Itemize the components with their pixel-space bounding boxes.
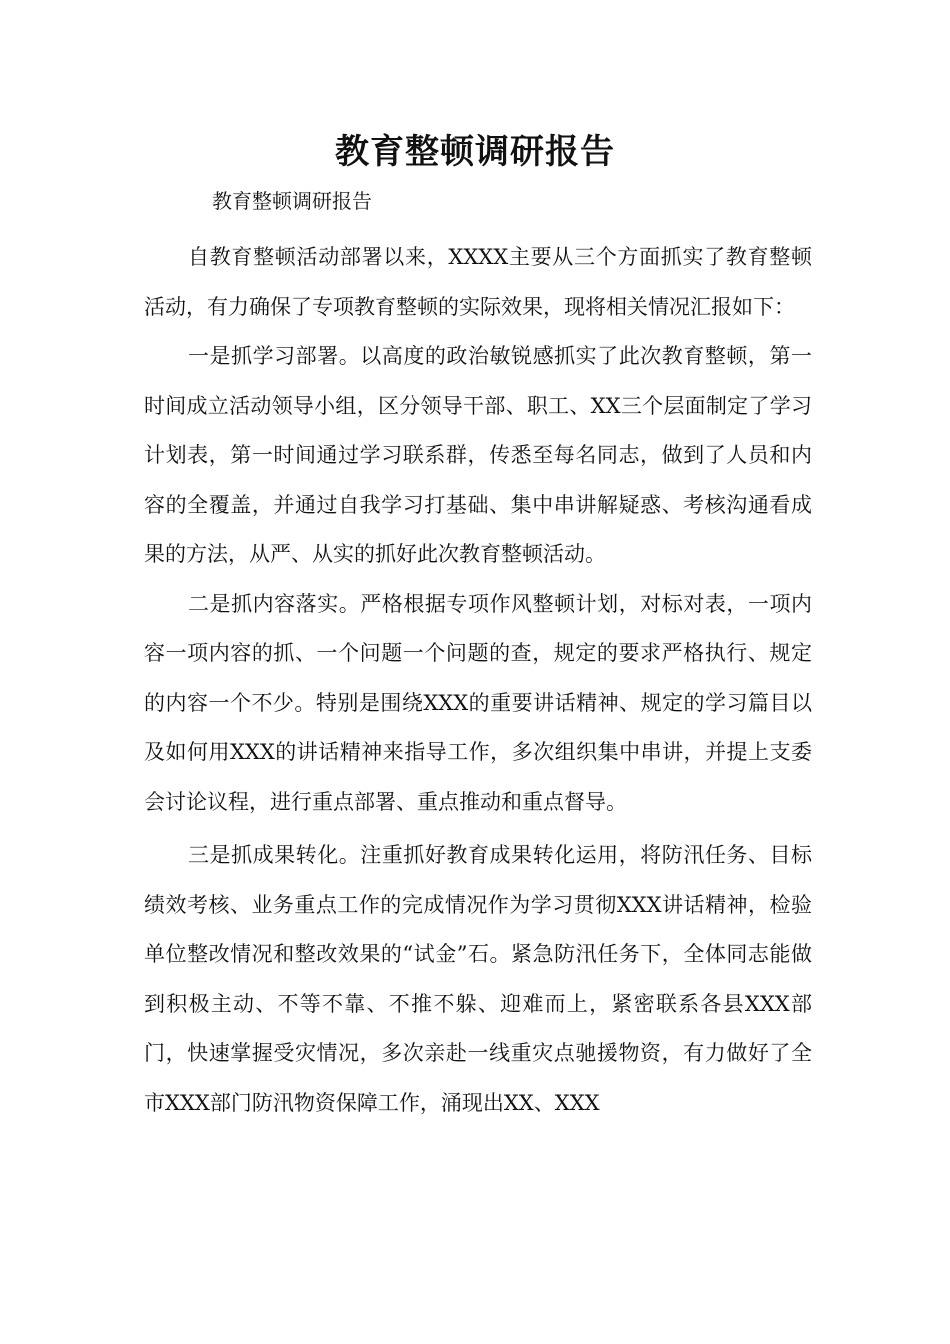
paragraph-study-deployment: 一是抓学习部署。以高度的政治敏锐感抓实了此次教育整顿，第一时间成立活动领导小组，区分领导干部、职工、XX三个层面制定了学习计划表，第一时间通过学习联系群，传悉至每名同志，做到了人员和内容的全覆盖，并通过自我学习打基础、集中串讲解疑惑、考核沟通看成果的方法，从严、从实的抓好此次教育整顿活动。 <box>144 344 812 566</box>
paragraph-intro: 自教育整顿活动部署以来，XXXX主要从三个方面抓实了教育整顿活动，有力确保了专项教育整顿的实际效果，现将相关情况汇报如下： <box>144 245 812 319</box>
document-body <box>144 233 812 1128</box>
paragraph-content-implementation: 二是抓内容落实。严格根据专项作风整顿计划，对标对表，一项内容一项内容的抓、一个问题一个问题的查，规定的要求严格执行、规定的内容一个不少。特别是围绕XXX的重要讲话精神、规定的学习篇目以及如何用XXX的讲话精神来指导工作，多次组织集中串讲，并提上支委会讨论议程，进行重点部署、重点推动和重点督导。 <box>144 591 812 814</box>
document-subtitle: 教育整顿调研报告 <box>212 189 372 213</box>
document-title: 教育整顿调研报告 <box>335 132 615 172</box>
paragraph-result-transformation: 三是抓成果转化。注重抓好教育成果转化运用，将防汛任务、目标绩效考核、业务重点工作的完成情况作为学习贯彻XXX讲话精神，检验单位整改情况和整改效果的“试金”石。紧急防汛任务下，全体同志能做到积极主动、不等不靠、不推不躲、迎难而上，紧密联系各县XXX部门，快速掌握受灾情况，多次亲赴一线重灾点驰援物资，有力做好了全市XXX部门防汛物资保障工作，涌现出XX、XXX <box>144 843 812 1115</box>
